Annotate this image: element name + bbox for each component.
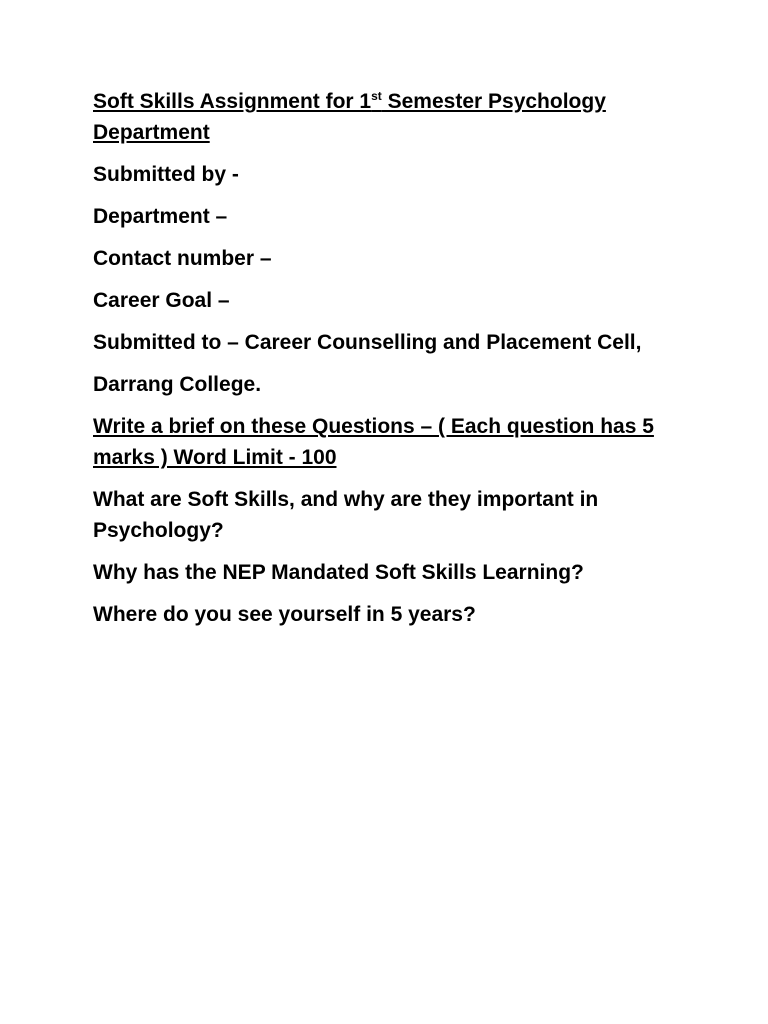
title-text-part2: Semester Psychology Department xyxy=(93,90,606,144)
career-goal-line: Career Goal – xyxy=(93,289,230,312)
department-line: Department – xyxy=(93,205,228,228)
question-1: What are Soft Skills, and why are they important in Psychology? xyxy=(93,488,599,542)
submitted-by-line: Submitted by - xyxy=(93,163,239,186)
contact-number-line: Contact number – xyxy=(93,247,272,270)
submitted-to-line: Submitted to – Career Counselling and Placement Cell, xyxy=(93,331,642,354)
title-text-part1: Soft Skills Assignment for 1 xyxy=(93,90,372,113)
title-ordinal-superscript: st xyxy=(371,89,382,103)
question-2: Why has the NEP Mandated Soft Skills Learning? xyxy=(93,561,584,584)
document-title xyxy=(93,86,693,148)
document-page xyxy=(93,86,693,641)
college-name-line: Darrang College. xyxy=(93,373,262,396)
instructions-heading: Write a brief on these Questions – ( Each question has 5 marks ) Word Limit - 100 xyxy=(93,415,654,469)
question-3: Where do you see yourself in 5 years? xyxy=(93,603,476,626)
